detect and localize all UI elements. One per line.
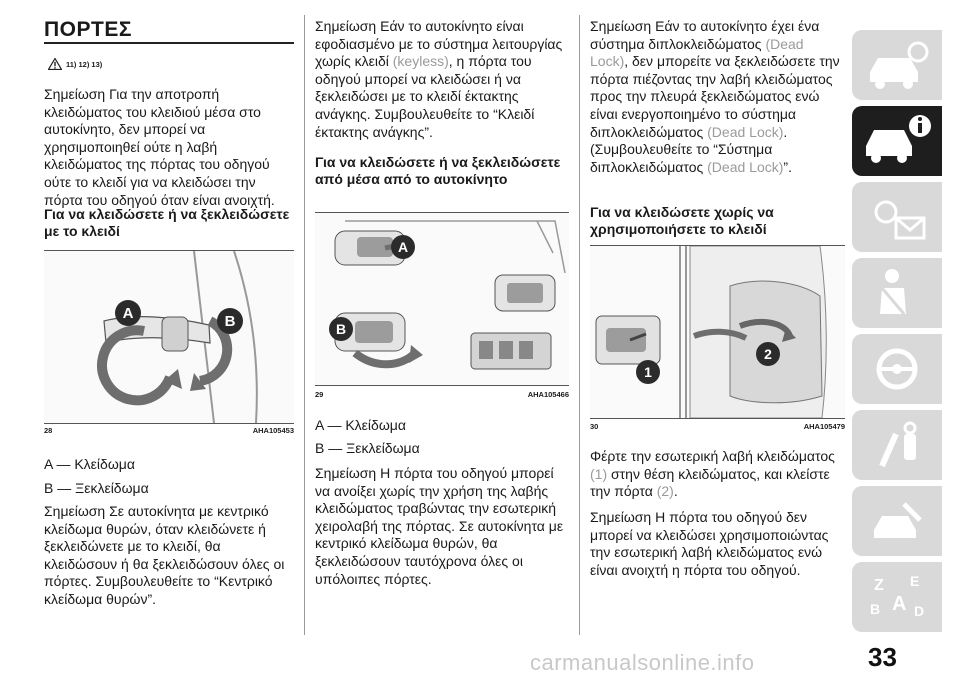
tab-dashboard[interactable] [852,30,942,100]
note-dead-lock: Σημείωση Εάν το αυτοκίνητο έχει ένα σύστημα διπλοκλειδώματος (Dead Lock), δεν μπορείτε να ξεκλειδώσετε την πόρτα πιέζοντας την λαβή κλειδώματος προς την πλευρά ξεκλειδώματος ενώ είναι ενεργοποιημένο το σύστημα διπλοκλειδώματος (Dead Lock). (Συμβουλευθείτε το “Σύστημα διπλοκλειδώματος (Dead Lock)”. [590,18,840,175]
figure-number: 29 [315,390,324,399]
svg-text:D: D [914,603,925,619]
note-driver-door-open: Σημείωση Η πόρτα του οδηγού δεν μπορεί να κλειδώσει χρησιμοποιώντας την εσωτερική λαβή κλειδώματος ενώ είναι ανοιχτή η πόρτα του οδηγού. [590,509,829,578]
svg-text:B: B [870,601,881,617]
note-paragraph: Σημείωση Για την αποτροπή κλειδώματος του κλειδιού μέσα στο αυτοκίνητο, δεν μπορεί να χρησιμοποιηθεί ούτε η λαβή κλειδώματος της πόρτας του οδηγού ούτε το κλειδί για να κλειδώσει την πόρτα του οδηγού όταν είναι ανοιχτή. [44,86,275,208]
tab-index[interactable] [852,562,942,632]
title-rule [44,42,294,44]
car-info-icon [852,106,942,176]
callout-1: 1 [644,364,652,380]
figure-28-caption [44,426,294,435]
wrench-car-icon [852,486,942,556]
legend-a: A — Κλείδωμα [315,417,406,433]
note-driver-door: Σημείωση Η πόρτα του οδηγού μπορεί να ανοίξει χωρίς την χρήση της λαβής κλειδώματος τραβώντας την εσωτερική χειρολαβή της πόρτας. Σε αυτοκίνητα με κεντρικό κλείδωμα θυρών, θα ξεκλειδώσουν ταυτόχρονα όλες οι υπόλοιπες πόρτες. [315,465,564,587]
callout-a: A [122,305,134,322]
legend-b: B — Ξεκλείδωμα [315,440,420,456]
watermark: carmanualsonline.info [530,650,755,675]
door-lock-illustration [590,246,845,418]
figure-number: 28 [44,426,53,435]
alphabet-icon [852,562,942,632]
tab-maintenance[interactable] [852,486,942,556]
warning-references [48,58,102,70]
column-divider [579,15,580,635]
tab-emergency[interactable] [852,410,942,480]
figure-30 [590,245,845,419]
section-title: ΠΟΡΤΕΣ [44,18,132,41]
door-handle-key-illustration [44,251,294,423]
figure-code: AHA105479 [803,422,845,431]
svg-text:A: A [892,593,907,615]
callout-b: B [335,321,347,337]
svg-text:Z: Z [874,577,884,594]
legend-a: A — Κλείδωμα [44,456,135,472]
figure-30-caption [590,422,845,431]
tools-icon [852,410,942,480]
figure-code: AHA105466 [527,390,569,399]
steering-wheel-icon [852,334,942,404]
instruction-paragraph: Φέρτε την εσωτερική λαβή κλειδώματος (1) στην θέση κλειδώματος, και κλείστε την πόρτα (2). [590,448,835,500]
tab-getting-to-know[interactable] [852,106,942,176]
sun-envelope-icon [852,182,942,252]
inside-door-handle-illustration [315,213,569,385]
figure-29-caption [315,390,569,399]
svg-text:E: E [910,573,920,589]
callout-a: A [397,239,409,255]
figure-29 [315,212,569,386]
note-paragraph-2: Σημείωση Σε αυτοκίνητα με κεντρικό κλείδωμα θυρών, όταν κλειδώνετε ή ξεκλειδώνετε με το κλειδί, θα κλειδώσουν ή θα ξεκλειδώσουν όλες οι πόρτες. Συμβουλευθείτε το “Κεντρικό κλείδωμα θυρών”. [44,503,285,607]
car-gauge-icon [852,30,942,100]
callout-b: B [224,313,236,330]
tab-safety[interactable] [852,258,942,328]
warning-ref-numbers: 11) 12) 13) [66,59,103,69]
figure-code: AHA105453 [252,426,294,435]
tab-warning-lights[interactable] [852,182,942,252]
page-number: 33 [868,642,897,672]
subheading-lock-without-key: Για να κλειδώσετε χωρίς να χρησιμοποιήσετε το κλειδί [590,204,774,237]
figure-28 [44,250,294,424]
legend-b: B — Ξεκλείδωμα [44,480,149,496]
subheading-key-lock: Για να κλειδώσετε ή να ξεκλειδώσετε με το κλειδί [44,206,290,239]
callout-2: 2 [764,346,772,362]
subheading-inside-lock: Για να κλειδώσετε ή να ξεκλειδώσετε από μέσα από το αυτοκίνητο [315,154,561,187]
tab-starting-driving[interactable] [852,334,942,404]
column-divider [304,15,305,635]
warning-triangle-icon [48,58,62,70]
figure-number: 30 [590,422,599,431]
seatbelt-icon [852,258,942,328]
note-keyless: Σημείωση Εάν το αυτοκίνητο είναι εφοδιασμένο με το σύστημα λειτουργίας χωρίς κλειδί (keyless), η πόρτα του οδηγού μπορεί να κλειδώσει ή να ξεκλειδώσει με το κλειδί έκτακτης ανάγκης. Συμβουλευθείτε το “Κλειδί έκτακτης ανάγκης”. [315,18,563,140]
